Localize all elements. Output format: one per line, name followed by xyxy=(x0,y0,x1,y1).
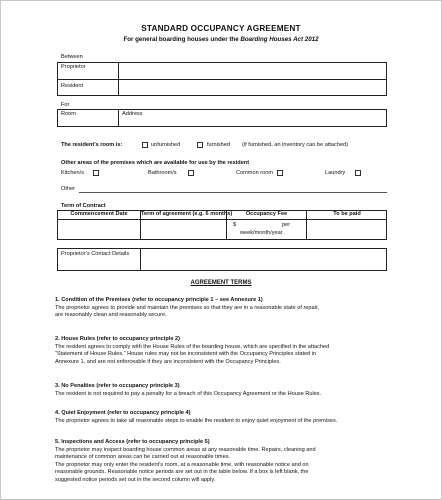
common-room-checkbox[interactable] xyxy=(277,170,283,176)
term-section-3 xyxy=(55,383,425,398)
document-subtitle: For general boarding houses under the Boarding Houses Act 2012 xyxy=(123,36,319,43)
section-3-title: 3. No Penalties (refer to occupancy principle 3) xyxy=(55,383,180,389)
room-divider xyxy=(118,109,119,127)
furnished-label: furnished xyxy=(207,142,231,148)
term-label: Term of Contract xyxy=(61,203,106,209)
resident-label: Resident xyxy=(61,83,84,89)
section-1-title: 1. Condition of the Premises (refer to occupancy principle 1 – see Annexure 1) xyxy=(55,297,263,303)
term-of-agreement-header: Term of agreement (e.g. 6 months) xyxy=(141,211,233,217)
to-be-paid-header: To be paid xyxy=(333,211,361,217)
between-label: Between xyxy=(61,54,83,60)
section-1-line: The proprietor agrees to provide and maintain the premises so that they are in a reasonable state of repair, xyxy=(55,304,319,311)
laundry-label: Laundry xyxy=(325,170,346,176)
furnished-note: (if furnished, an inventory can be attached) xyxy=(242,142,349,148)
laundry-checkbox[interactable] xyxy=(355,170,361,176)
bathroom-checkbox[interactable] xyxy=(188,170,194,176)
document-title: STANDARD OCCUPANCY AGREEMENT xyxy=(141,24,301,33)
contact-details-label: Proprietor’s Contact Details xyxy=(61,251,130,257)
commencement-date-header: Commencement Date xyxy=(70,211,128,217)
other-label: Other xyxy=(61,186,75,192)
unfurnished-label: unfurnished xyxy=(151,142,181,148)
section-2-line: Annexure 1, and are not enforceable if they are inconsistent with the Occupancy Principles. xyxy=(55,358,281,365)
section-5-line: maintenance of common areas can be carried out at reasonable times. xyxy=(55,454,231,461)
term-section-2 xyxy=(55,336,425,366)
term-section-5 xyxy=(55,439,425,485)
for-label: For xyxy=(61,102,70,108)
kitchen-checkbox[interactable] xyxy=(93,170,99,176)
act-name: Boarding Houses Act 2012 xyxy=(240,36,319,43)
section-1-line: are reasonably clean and reasonably secure. xyxy=(55,312,167,319)
section-5-line: The proprietor may only enter the resident’s room, at a reasonable time, with reasonable notice and on xyxy=(55,461,309,468)
resident-field[interactable] xyxy=(119,80,386,95)
section-5-line: suggested notice periods set out in the second column will apply. xyxy=(55,476,216,483)
section-5-title: 5. Inspections and Access (refer to occupancy principle 5) xyxy=(55,439,210,445)
furnished-checkbox[interactable] xyxy=(197,142,203,148)
term-header-divider xyxy=(57,219,387,220)
unfurnished-checkbox[interactable] xyxy=(142,142,148,148)
proprietor-field[interactable] xyxy=(119,63,386,79)
section-3-line: The resident is not required to pay a penalty for a breach of this Occupancy Agreement or the House Rules. xyxy=(55,390,322,397)
kitchen-label: Kitchen/s xyxy=(61,170,85,176)
common-room-label: Common room xyxy=(236,170,273,176)
term-section-1 xyxy=(55,297,425,320)
address-label: Address xyxy=(122,111,143,117)
section-4-line: The proprietor agrees to take all reasonable steps to enable the resident to enjoy quiet enjoyment of the premises. xyxy=(55,417,338,424)
room-table xyxy=(57,109,387,127)
term-section-4 xyxy=(55,410,425,425)
room-status-label: The resident’s room is: xyxy=(61,142,123,148)
room-label: Room xyxy=(61,111,76,117)
fee-dollar-sign: $ xyxy=(233,222,237,228)
section-2-line: The resident agrees to comply with the House Rules of the boarding house, which are specified in the attached xyxy=(55,343,330,350)
agreement-terms-heading: AGREEMENT TERMS xyxy=(190,280,252,286)
contact-divider xyxy=(140,248,141,271)
section-2-line: “Statement of House Rules.” House rules may not be inconsistent with the Occupancy Principles stated in xyxy=(55,351,317,358)
occupancy-fee-header: Occupancy Fee xyxy=(245,211,288,217)
proprietor-label: Proprietor xyxy=(61,64,86,70)
section-5-line: reasonable grounds. Reasonable notice periods are set out in the table below. If a box is left blank, the xyxy=(55,469,309,476)
other-areas-label: Other areas of the premises which are available for use by the resident xyxy=(61,160,250,166)
section-2-title: 2. House Rules (refer to occupancy principle 2) xyxy=(55,336,180,342)
fee-per-label: per xyxy=(282,222,291,228)
bathroom-label: Bathroom/s xyxy=(148,170,177,176)
other-input-line[interactable] xyxy=(79,192,387,193)
section-5-line: The proprietor may inspect boarding house common areas at any reasonable time. Repairs, cleaning and xyxy=(55,446,316,453)
section-4-title: 4. Quiet Enjoyment (refer to occupancy principle 4) xyxy=(55,410,191,416)
fee-unit-label: week/month/year xyxy=(240,230,283,236)
